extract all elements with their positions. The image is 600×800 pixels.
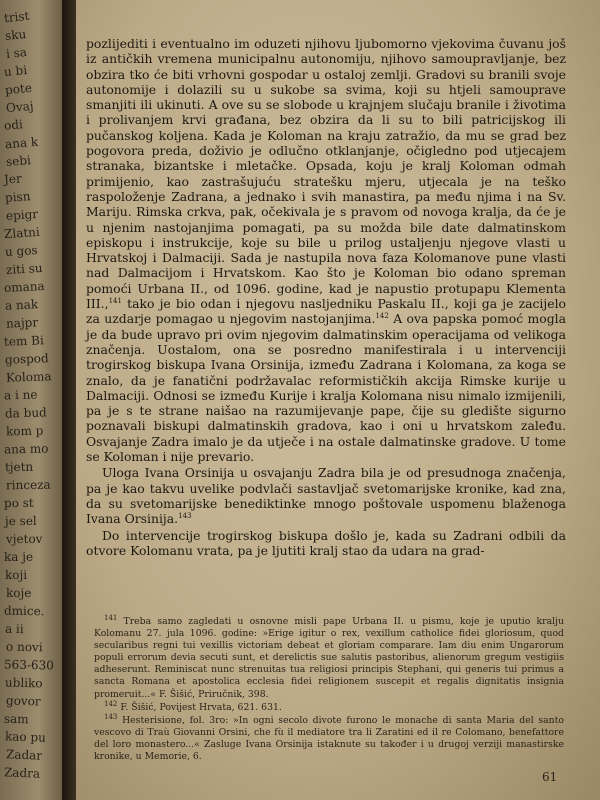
left-page-fragment: o novi	[5, 639, 43, 655]
paragraph-text: tako je bio odan i njegovu nasljedniku Paskalu II., koji ga je zacijelo za uzdarje pomagao u njegovim nastojanjima.	[86, 296, 566, 327]
left-page-fragment: je sel	[4, 513, 37, 529]
paragraph-text: pozlijediti i eventualno im oduzeti njihovu ljubomorno vjekovima čuvanu još iz antičkih vremena municipalnu autonomiju, njihovo samoupravljanje, bez obzira tko će biti vrhovni gospodar u ostaloj zemlji. Gradovi su branili svoje autonomije i dolazili su u sukobe sa svima, koji su htjeli samouprave smanjiti ili ukinuti. A ove su se slobode u krajnjem slučaju branile i životima i prolivanjem krvi građana, bez obzira da li su to bili patricijskog ili pučanskog koljena. Kada je Koloman na kraju zatražio, da mu se grad bez pogovora preda, doživio je odlučno otklanjanje, očigledno pod utjecajem stranaka, bizantske i mletačke. Opsada, koju je kralj Koloman odmah primijenio, kao zastrašujuću stratešku mjeru, utjecala je na teško raspoloženje Zadrana, a jednako i svih manastira, pa među njima i na Sv. Mariju. Rimska crkva, pak, očekivala je s pravom od novoga kralja, da će je u njenim nastojanjima pomagati, pa su možda bile date dalmatinskom episkopu i instrukcije, koje su bile u prilog ustaljenju njegove vlasti u Hrvatskoj i Dalmaciji. Sada je nastupila nova faza Kolomanove pune vlasti nad Dalmacijom i Hrvatskom. Kao što je Koloman bio odano spreman pomoći Urbana II., od 1096. godine, kad je napustio protupapu Klementa III.,	[86, 36, 566, 312]
footnote-text: F. Šišić, Povijest Hrvata, 621. 631.	[117, 701, 282, 713]
left-page-fragment: dmice.	[3, 603, 45, 619]
left-page-fragment: a nak	[4, 297, 39, 313]
left-page-fragment: da bud	[4, 405, 47, 421]
left-page-fragment: koji	[4, 567, 28, 583]
left-page-fragment: vjetov	[5, 531, 43, 547]
left-page-fragment: a i ne	[3, 387, 38, 403]
left-page-fragment: ziti su	[5, 260, 43, 278]
left-page-fragment: ana k	[4, 134, 39, 152]
left-page-edge	[0, 0, 70, 800]
footnote	[94, 699, 564, 714]
left-page-fragment: odi	[3, 117, 24, 133]
left-page-fragment: sebi	[5, 153, 32, 169]
left-page-fragment: pisn	[4, 189, 31, 205]
footnote-number: 142	[104, 699, 118, 708]
left-page-fragment: tem Bi	[3, 333, 45, 349]
footnotes	[94, 613, 564, 764]
left-page-fragment: epigr	[5, 206, 39, 224]
footnote-ref: 142	[375, 312, 389, 321]
paragraph	[86, 36, 566, 464]
left-page-fragment: omana	[3, 278, 45, 296]
footnote-number: 143	[104, 712, 118, 721]
paragraph-text: Uloga Ivana Orsinija u osvajanju Zadra bila je od presudnoga značenja, pa je kao takvu uvelike podvlači sastavljač svetomarijske kronike, kad zna, da su svetomarijske benediktinke mnogo poštovale uspomenu blaženoga Ivana Orsinija.	[86, 465, 566, 527]
left-page-fragment: i sa	[5, 45, 28, 61]
right-page	[76, 0, 600, 800]
paragraph-text: Do intervencije trogirskog biskupa došlo je, kada su Zadrani odbili da otvore Kolomanu vrata, pa je ljutiti kralj stao da udara na grad-	[86, 527, 566, 558]
left-page-fragment: u gos	[4, 243, 38, 259]
left-page-fragment: sam	[3, 711, 29, 727]
paragraph	[86, 465, 566, 526]
footnote	[94, 613, 564, 701]
left-page-fragment: Zlatni	[3, 224, 41, 242]
left-page-fragment: koje	[5, 585, 32, 601]
paragraph-text: A ova papska pomoć mogla je da bude upravo pri ovim njegovim dalmatinskim operacijama od velikoga značenja. Uostalom, ona se posredno manifestirala i u intervenciji trogirskog biskupa Ivana Orsinija, između Zadrana i Kolomana, za koga se znalo, da je fanatični podržavalac reformističkih akcija Rimske kurije u Dalmaciji. Odnosi se između Kurije i kralja Kolomana nisu nimalo izmijenili, pa je s te strane naišao na razumijevanje pape, čije su gledište sigurno poznavali biskupi dalmatinskih gradova, kao i oni u hrvatskom zaleđu. Osvajanje Zadra imalo je da utječe i na ostale dalmatinske gradove. U tome se Koloman i nije prevario.	[86, 311, 566, 465]
main-text	[86, 36, 566, 559]
left-page-fragment: tjetn	[4, 459, 34, 475]
footnote-text: Hesterisione, fol. 3ro: »In ogni secolo divote furono le monache di santa Maria del santo vescovo di Traù Giovanni Orsini, che fù il mediatore tra li Zaratini ed il re Colomano, benefattore del loro monastero...« Zasluge Ivana Orsinija istaknute su također i u drugoj verziji manastirske kronike, u Memorie, 6.	[94, 714, 564, 763]
left-page-fragment: ka je	[4, 550, 34, 564]
footnote	[94, 712, 564, 763]
footnote-text: Treba samo zagledati u osnovne misli pape Urbana II. u pismu, koje je uputio kralju Kolomanu 27. jula 1096. godine: »Erige igitur o rex, vexillum catholice fidei gloriosum, quod secularibus regni tui vexillis victoriam debeat et gloriam comparare. Iam diu enim Ungarorum populi errorum devia secuti sunt, et derelictis sue salutis pastoribus, alienorum gregum vestigiis adheserunt. Reminiscat nunc strenuitas tua religiosi principis Stephani, qui generis tui primus a sancta Romana et apostolica ecclesia fidei religionem suscepit et regalis dignitatis insignia promeruit...« F. Šišić, Priručnik, 398.	[94, 616, 564, 700]
left-page-fragment: govor	[5, 693, 41, 709]
left-page-fragment: rinceza	[5, 477, 51, 493]
left-page-fragment: najpr	[5, 315, 39, 331]
left-page-fragment: Ovaj	[5, 98, 35, 116]
left-page-fragment: ana mo	[3, 441, 49, 457]
footnote-number: 141	[104, 613, 118, 622]
paragraph	[86, 528, 566, 559]
footnote-ref: 143	[178, 512, 192, 521]
left-page-fragment: u bi	[3, 62, 28, 80]
left-page-fragment: po st	[3, 495, 34, 511]
left-page-fragment: a ii	[4, 621, 24, 637]
left-page-fragment: kom p	[5, 423, 44, 439]
left-page-fragment: Koloma	[5, 369, 52, 385]
left-page-fragment: trist	[3, 8, 31, 26]
left-page-fragment: Zadar	[5, 747, 43, 763]
left-page-fragment: ubliko	[4, 675, 43, 691]
left-page-fragment: gospod	[4, 351, 49, 367]
left-page-fragment: 563-630	[3, 657, 55, 673]
page-number: 61	[542, 770, 558, 784]
left-page-fragment: kao pu	[4, 729, 47, 745]
left-page-fragment: Jer	[3, 171, 23, 187]
left-page-fragment: sku	[4, 26, 27, 44]
footnote-ref: 141	[108, 296, 122, 305]
left-page-fragment: pote	[4, 80, 33, 98]
left-page-fragment: Zadra	[3, 765, 41, 781]
